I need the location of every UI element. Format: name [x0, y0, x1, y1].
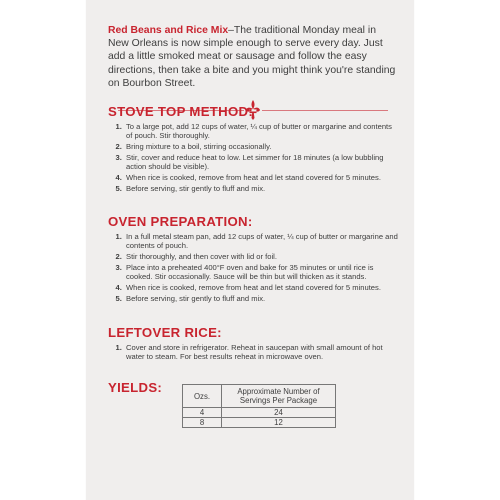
list-item: 1. In a full metal steam pan, add 12 cups of water, ¼ cup of butter or margarine and contents of pouch. — [124, 232, 398, 251]
list-item: 1. Cover and store in refrigerator. Reheat in saucepan with small amount of hot water to steam. For best results reheat in microwave oven. — [124, 343, 398, 362]
intro-paragraph — [108, 24, 398, 90]
yields-table — [182, 384, 336, 428]
table-header: Ozs. — [183, 385, 222, 408]
list-item: 3. Stir, cover and reduce heat to low. Let simmer for 18 minutes (a low bubbling action should be visible). — [124, 153, 398, 172]
leftover-heading: LEFTOVER RICE: — [108, 325, 222, 340]
stove-top-heading: STOVE TOP METHOD: — [108, 104, 254, 119]
intro-text: –The traditional Monday meal in New Orleans is now simple enough to serve every day. Just add a little smoked meat or sausage and follow the easy directions, then take a bite and you might think you're standing on Bourbon Street. — [108, 25, 396, 89]
table-row — [183, 418, 336, 428]
list-item: 4. When rice is cooked, remove from heat and let stand covered for 5 minutes. — [124, 283, 398, 292]
yields-heading: YIELDS: — [108, 380, 163, 395]
list-item: 1. To a large pot, add 12 cups of water, ¼ cup of butter or margarine and contents of pouch. Stir thoroughly. — [124, 122, 398, 141]
table-header-row — [183, 385, 336, 408]
leftover-section — [108, 325, 398, 363]
table-cell: 4 — [183, 408, 222, 418]
table-cell: 24 — [222, 408, 336, 418]
table-header: Approximate Number of Servings Per Package — [222, 385, 336, 408]
table-cell: 8 — [183, 418, 222, 428]
oven-heading: OVEN PREPARATION: — [108, 214, 253, 229]
oven-steps — [108, 232, 398, 303]
leftover-steps — [108, 343, 398, 362]
table-cell: 12 — [222, 418, 336, 428]
list-item: 3. Place into a preheated 400°F oven and bake for 35 minutes or until rice is cooked. Stir occasionally. Sauce will be thin but will thicken as it stands. — [124, 263, 398, 282]
oven-section — [108, 214, 398, 305]
stove-top-section — [108, 104, 398, 195]
list-item: 2. Bring mixture to a boil, stirring occasionally. — [124, 142, 398, 151]
product-name: Red Beans and Rice Mix — [108, 25, 229, 36]
list-item: 4. When rice is cooked, remove from heat and let stand covered for 5 minutes. — [124, 173, 398, 182]
list-item: 5. Before serving, stir gently to fluff and mix. — [124, 294, 398, 303]
package-back-panel — [86, 0, 414, 500]
stove-top-steps — [108, 122, 398, 193]
table-row — [183, 408, 336, 418]
list-item: 5. Before serving, stir gently to fluff and mix. — [124, 184, 398, 193]
list-item: 2. Stir thoroughly, and then cover with lid or foil. — [124, 252, 398, 261]
